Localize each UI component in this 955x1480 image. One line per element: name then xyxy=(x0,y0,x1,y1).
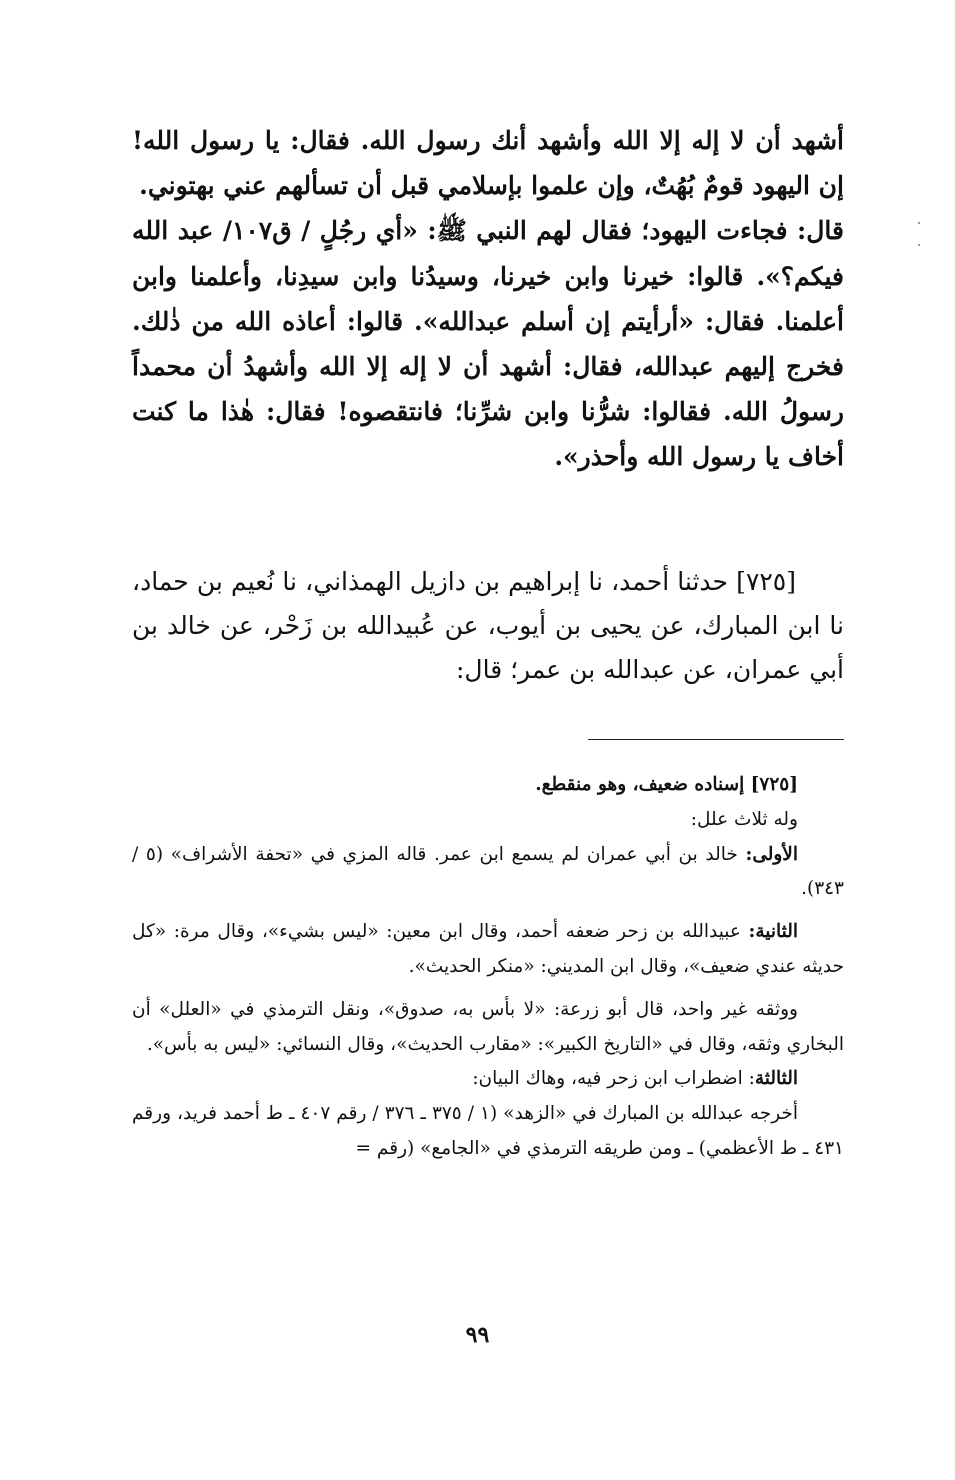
footnote-defect-3 xyxy=(132,1062,844,1097)
hadith-725-block xyxy=(132,560,844,692)
hadith-725-paragraph: [٧٢٥] حدثنا أحمد، نا إبراهيم بن دازيل الهمذاني، نا نُعيم بن حماد، نا ابن المبارك، عن يحيى بن أيوب، عن عُبيدالله بن زَحْر، عن خالد بن أبي عمران، عن عبدالله بن عمر؛ قال: xyxy=(132,567,844,684)
footnote-defects-intro: وله ثلاث علل: xyxy=(690,808,798,830)
footnote-defect-2 xyxy=(132,915,844,985)
footnote-tawthiq: ووثقه غير واحد، قال أبو زرعة: «لا بأس به، صدوق»، ونقل الترمذي في «العلل» أن البخاري وثقه، وقال في «التاريخ الكبير»: «مقارب الحديث»، وقال النسائي: «ليس به بأس». xyxy=(132,998,844,1055)
margin-mark xyxy=(918,222,920,224)
main-paragraph-2: قال: فجاءت اليهود؛ فقال لهم النبي ﷺ: «أي رجُلٍ / ق١٠٧/ عبد الله فيكم؟». قالوا: خيرنا وابن خيرنا، وسيدُنا وابن سيدِنا، وأعلمنا وابن أعلمنا. فقال: «أرأيتم إن أسلم عبدالله». قالوا: أعاذه الله من ذٰلك. فخرج إليهم عبدالله، فقال: أشهد أن لا إله إلا الله وأشهدُ أن محمداً رسولُ الله. فقالوا: شرُّنا وابن شرِّنا؛ فانتقصوه! فقال: هٰذا ما كنت أخاف يا رسول الله وأحذر». xyxy=(132,216,844,472)
footnote-defect-3-text: : اضطراب ابن زحر فيه، وهاك البيان: xyxy=(472,1068,755,1090)
footnote-defect-1-text: خالد بن أبي عمران لم يسمع ابن عمر. قاله المزي في «تحفة الأشراف» (٥ / ٣٤٣). xyxy=(132,843,844,900)
footnote-defect-1 xyxy=(132,838,844,908)
margin-mark xyxy=(918,244,920,246)
footnote-defect-1-label: الأولى: xyxy=(745,843,798,865)
main-paragraph-1: أشهد أن لا إله إلا الله وأشهد أنك رسول الله. فقال: يا رسول الله! إن اليهود قومٌ بُهُتٌ، وإن علموا بإسلامي قبل أن تسألهم عني بهتوني. xyxy=(132,126,844,201)
footnote-takhrij: أخرجه عبدالله بن المبارك في «الزهد» (١ / ٣٧٥ ـ ٣٧٦ / رقم ٤٠٧ ـ ط أحمد فريد، ورقم ٤٣١ ـ ط الأعظمي) ـ ومن طريقه الترمذي في «الجامع» (رقم = xyxy=(132,1103,844,1159)
main-text-block xyxy=(132,118,844,480)
footnote-divider xyxy=(588,739,844,740)
footnote-725-heading xyxy=(132,768,844,803)
page-number: ٩٩ xyxy=(465,1322,490,1348)
footnote-defect-3-label: الثالثة xyxy=(754,1068,798,1090)
footnote-defect-2-text: عبيدالله بن زحر ضعفه أحمد، وقال ابن معين: «ليس بشيء»، وقال مرة: «كل حديثه عندي ضعيف»، وقال ابن المديني: «منكر الحديث». xyxy=(132,921,844,977)
footnotes-block xyxy=(132,768,844,1167)
footnote-725-heading-text: [٧٢٥] إسناده ضعيف، وهو منقطع. xyxy=(535,774,798,795)
footnote-defect-2-label: الثانية: xyxy=(748,921,798,943)
